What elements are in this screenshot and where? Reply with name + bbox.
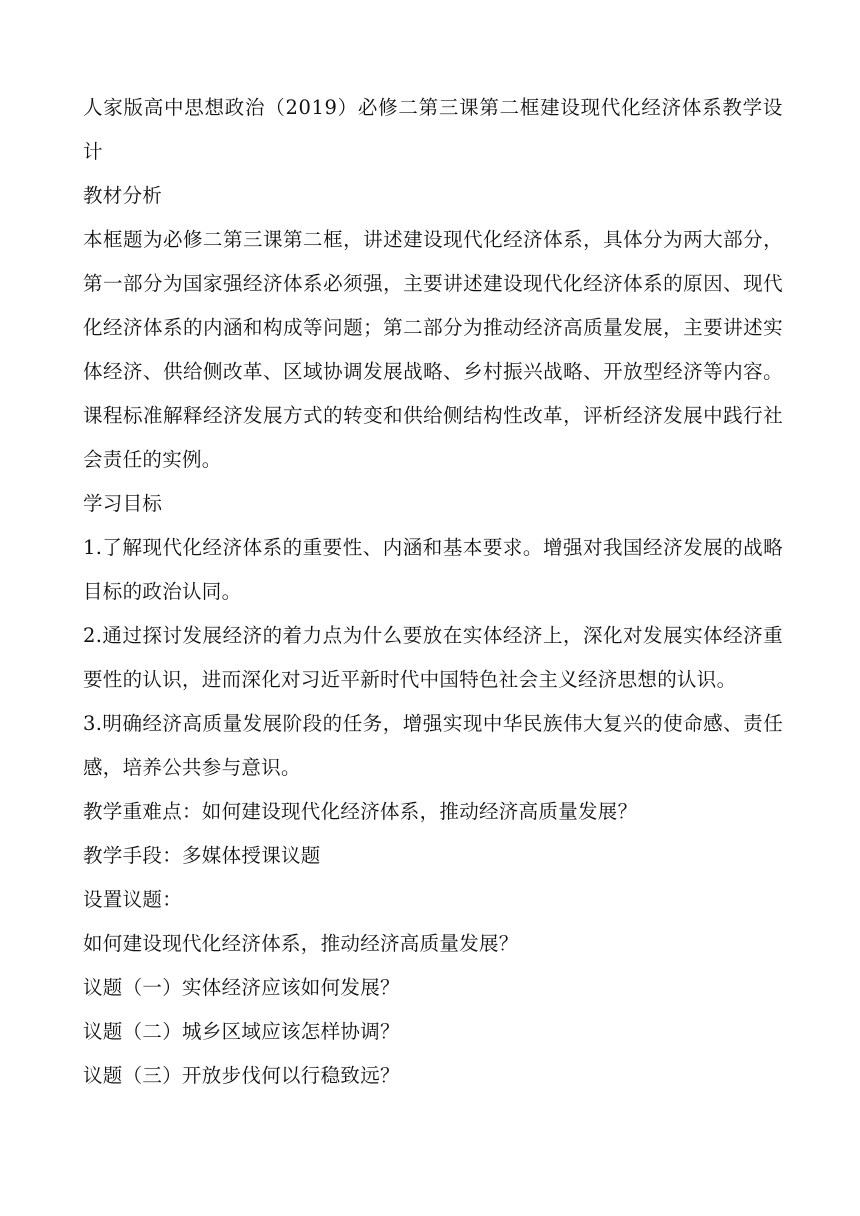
goal-item-1: 1.了解现代化经济体系的重要性、内涵和基本要求。增强对我国经济发展的战略目标的政治认同。 xyxy=(83,536,783,603)
topic-item-3: 议题（三）开放步伐何以行稳致远？ xyxy=(83,1064,400,1087)
goal-item-3: 3.明确经济高质量发展阶段的任务，增强实现中华民族伟大复兴的使命感、责任感，培养公共参与意识。 xyxy=(83,712,783,779)
goals-heading: 学习目标 xyxy=(83,492,163,515)
main-topic: 如何建设现代化经济体系，推动经济高质量发展？ xyxy=(83,932,519,955)
analysis-body: 本框题为必修二第三课第二框，讲述建设现代化经济体系，具体分为两大部分，第一部分为国家强经济体系必须强，主要讲述建设现代化经济体系的原因、现代化经济体系的内涵和构成等问题；第二部分为推动经济高质量发展，主要讲述实体经济、供给侧改革、区域协调发展战略、乡村振兴战略、开放型经济等内容。课程标准解释经济发展方式的转变和供给侧结构性改革，评析经济发展中践行社会责任的实例。 xyxy=(83,228,783,471)
topics-heading: 设置议题： xyxy=(83,888,183,911)
analysis-heading: 教材分析 xyxy=(83,184,163,207)
topic-item-2: 议题（二）城乡区域应该怎样协调？ xyxy=(83,1020,400,1043)
document-title: 人家版高中思想政治（2019）必修二第三课第二框建设现代化经济体系教学设计 xyxy=(83,96,783,163)
topic-item-1: 议题（一）实体经济应该如何发展？ xyxy=(83,976,400,999)
teaching-means: 教学手段：多媒体授课议题 xyxy=(83,844,321,867)
key-difficulty: 教学重难点：如何建设现代化经济体系，推动经济高质量发展？ xyxy=(83,800,638,823)
document-page xyxy=(83,86,783,1098)
goal-item-2: 2.通过探讨发展经济的着力点为什么要放在实体经济上，深化对发展实体经济重要性的认识，进而深化对习近平新时代中国特色社会主义经济思想的认识。 xyxy=(83,624,783,691)
